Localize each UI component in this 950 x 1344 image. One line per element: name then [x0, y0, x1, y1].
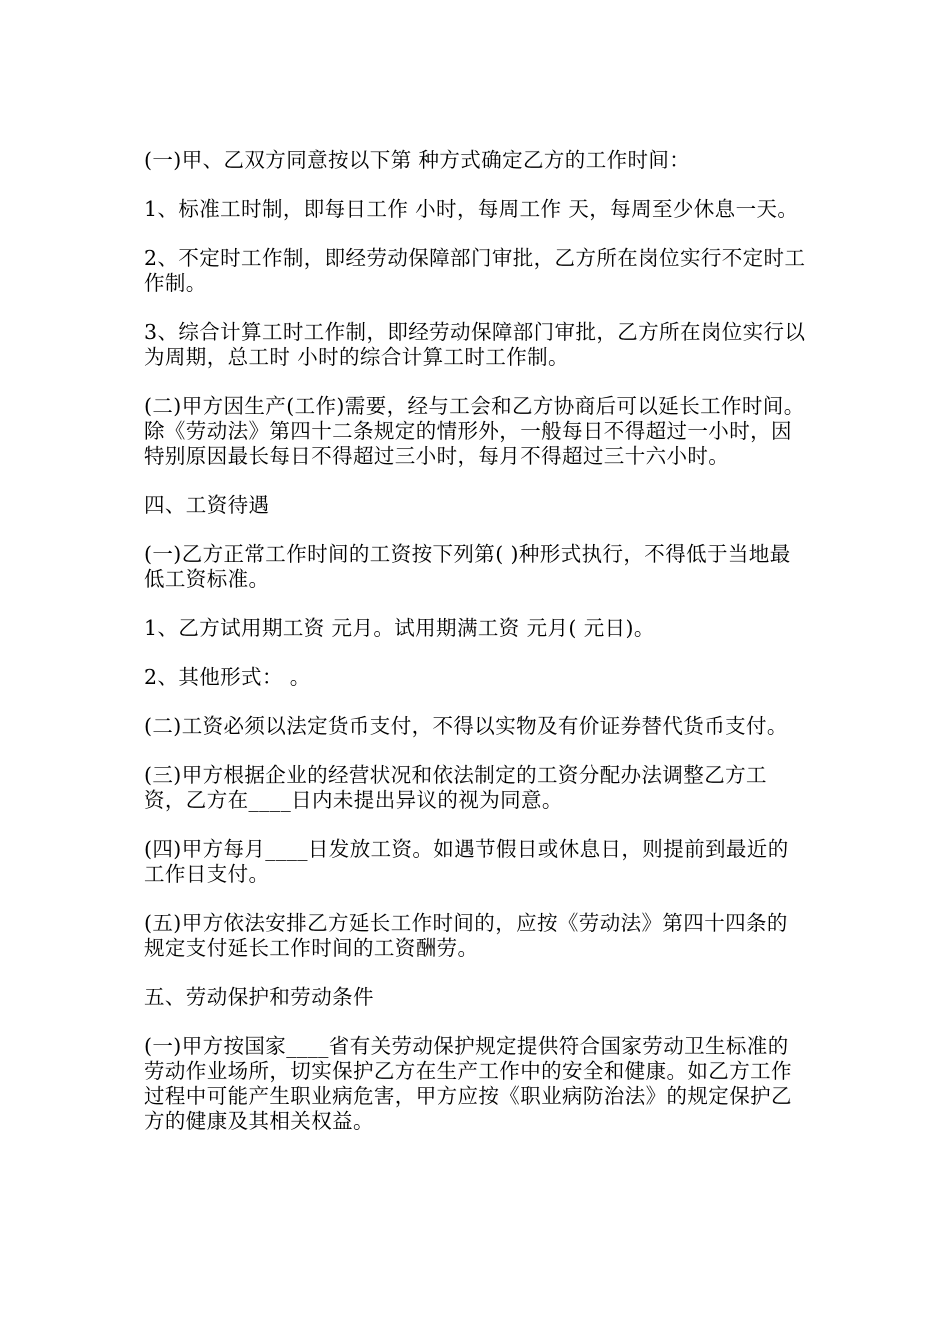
paragraph-comprehensive-hours: 3、综合计算工时工作制，即经劳动保障部门审批，乙方所在岗位实行以 为周期，总工时 小时的综合计算工时工作制。	[144, 320, 813, 369]
section-heading-labor-protection: 五、劳动保护和劳动条件	[144, 985, 374, 1009]
paragraph-overtime: (二)甲方因生产(工作)需要，经与工会和乙方协商后可以延长工作时间。除《劳动法》第四十二条规定的情形外，一般每日不得超过一小时，因特别原因最长每日不得超过三小时，每月不得超过三十六小时。	[144, 394, 805, 468]
paragraph-wage-form: (一)乙方正常工作时间的工资按下列第( )种形式执行，不得低于当地最低工资标准。	[144, 542, 791, 591]
paragraph-standard-hours: 1、标准工时制，即每日工作 小时，每周工作 天，每周至少休息一天。	[144, 197, 799, 221]
paragraph-work-time-method: (一)甲、乙双方同意按以下第 种方式确定乙方的工作时间：	[144, 148, 691, 172]
paragraph-other-form: 2、其他形式： 。	[144, 665, 311, 689]
paragraph-overtime-pay: (五)甲方依法安排乙方延长工作时间的，应按《劳动法》第四十四条的规定支付延长工作时间的工资酬劳。	[144, 911, 788, 960]
section-heading-wages: 四、工资待遇	[144, 493, 270, 517]
document-body	[144, 148, 813, 1158]
paragraph-flexible-hours: 2、不定时工作制，即经劳动保障部门审批，乙方所在岗位实行不定时工作制。	[144, 246, 806, 295]
paragraph-payday: (四)甲方每月____日发放工资。如遇节假日或休息日，则提前到最近的工作日支付。	[144, 837, 789, 886]
paragraph-legal-currency: (二)工资必须以法定货币支付，不得以实物及有价证券替代货币支付。	[144, 714, 788, 738]
paragraph-workplace-safety: (一)甲方按国家____省有关劳动保护规定提供符合国家劳动卫生标准的劳动作业场所，切实保护乙方在生产工作中的安全和健康。如乙方工作过程中可能产生职业病危害，甲方应按《职业病防治法》的规定保护乙方的健康及其相关权益。	[144, 1034, 792, 1133]
paragraph-wage-adjustment: (三)甲方根据企业的经营状况和依法制定的工资分配办法调整乙方工资，乙方在____日内未提出异议的视为同意。	[144, 763, 767, 812]
paragraph-probation-wage: 1、乙方试用期工资 元月。试用期满工资 元月( 元日)。	[144, 616, 655, 640]
